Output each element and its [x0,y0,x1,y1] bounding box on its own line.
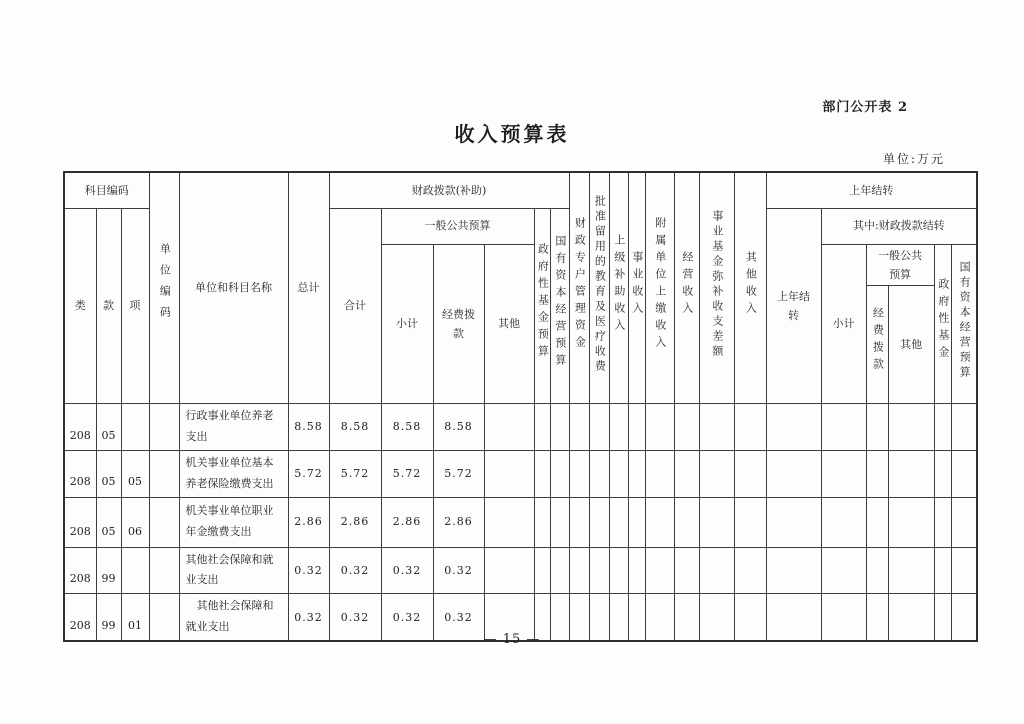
other-income-cell [734,547,766,594]
table-row [64,450,977,497]
name-cell: 其他社会保障和就业支出 [179,547,288,594]
carryover-funding-cell [866,497,888,547]
prior-year-carryover-cell [766,547,821,594]
gpb-funding-cell: 0.32 [433,594,484,641]
fiscal-total-cell: 0.32 [329,594,381,641]
gpb-funding-label: 经费拨款 [442,307,475,340]
name-cell: 其他社会保障和就业支出 [179,594,288,641]
header-govt-fund-budget [534,208,550,404]
other-income-label: 其他收入 [744,250,758,319]
approved-fees-cell [589,404,609,451]
other-income-cell [734,497,766,547]
header-subject-code-group: 科目编码 [64,172,149,208]
header-fiscal-carryover-group: 其中:财政拨款结转 [821,208,977,244]
table-row [64,547,977,594]
superior-subsidy-cell [609,404,628,451]
carryover-govt-fund-label: 政府性基金 [936,278,950,364]
header-carryover-gpb-group [866,244,934,286]
fiscal-total-cell: 8.58 [329,404,381,451]
special-account-cell [569,450,589,497]
code-item-cell: 01 [121,594,149,641]
name-cell: 行政事业单位养老支出 [179,404,288,451]
affiliated-income-cell [645,450,674,497]
name-cell: 机关事业单位职业年金缴费支出 [179,497,288,547]
superior-subsidy-cell [609,497,628,547]
fund-balance-cell [699,404,734,451]
header-carryover-state-capital [951,244,977,404]
carryover-state-capital-label: 国有资本经营预算 [958,260,972,381]
code-section-cell: 05 [96,450,121,497]
business-income-cell [628,404,645,451]
unit-code-cell [149,547,179,594]
state-capital-budget-cell [550,547,569,594]
header-grand-total: 总计 [288,172,329,404]
header-carryover-group: 上年结转 [766,172,977,208]
govt-fund-budget-cell [534,404,550,451]
other-income-cell [734,450,766,497]
header-affiliated-income [645,172,674,404]
header-superior-subsidy [609,172,628,404]
operating-income-cell [674,450,699,497]
carryover-funding-cell [866,450,888,497]
gpb-other-cell [484,497,534,547]
govt-fund-budget-label: 政府性基金预算 [536,243,550,363]
header-gpb-funding [433,244,484,404]
affiliated-income-label: 附属单位上缴收入 [653,216,667,353]
carryover-funding-cell [866,547,888,594]
superior-subsidy-label: 上级补助收入 [612,233,626,336]
carryover-gpb-label: 一般公共预算 [878,248,923,281]
grand-total-cell: 0.32 [288,594,329,641]
unit-code-cell [149,450,179,497]
code-section-cell: 05 [96,497,121,547]
header-fiscal-total: 合计 [329,208,381,404]
gpb-funding-cell: 8.58 [433,404,484,451]
carryover-govt-fund-cell [934,450,951,497]
carryover-other-cell [888,404,934,451]
header-carryover-govt-fund [934,244,951,404]
header-unit-subject-name: 单位和科目名称 [179,172,288,404]
grand-total-cell: 2.86 [288,497,329,547]
header-gpb-subtotal: 小计 [381,244,433,404]
code-section-cell: 99 [96,547,121,594]
carryover-govt-fund-cell [934,497,951,547]
state-capital-budget-cell [550,450,569,497]
gpb-subtotal-cell: 8.58 [381,404,433,451]
carryover-subtotal-cell [821,404,866,451]
operating-income-cell [674,547,699,594]
carryover-state-capital-cell [951,404,977,451]
table-header [64,172,977,404]
gpb-funding-cell: 0.32 [433,547,484,594]
prior-year-carryover-label: 上年结转 [777,289,811,322]
govt-fund-budget-cell [534,497,550,547]
business-income-label: 事业收入 [630,250,644,319]
header-business-income [628,172,645,404]
prior-year-carryover-cell [766,450,821,497]
affiliated-income-cell [645,404,674,451]
carryover-subtotal-cell [821,547,866,594]
gpb-other-cell [484,547,534,594]
approved-fees-cell [589,547,609,594]
fund-balance-label: 事业基金弥补收支差额 [710,209,724,360]
affiliated-income-cell [645,547,674,594]
gpb-funding-cell: 5.72 [433,450,484,497]
special-account-cell [569,547,589,594]
prior-year-carryover-cell [766,497,821,547]
carryover-gpb-funding-label: 经费拨款 [871,307,885,376]
header-prior-year-carryover [766,208,821,404]
special-account-cell [569,404,589,451]
fiscal-total-cell: 2.86 [329,497,381,547]
business-income-cell [628,497,645,547]
carryover-funding-cell [866,404,888,451]
fund-balance-cell [699,547,734,594]
fiscal-total-cell: 0.32 [329,547,381,594]
header-unit-code [149,172,179,404]
carryover-other-cell [888,450,934,497]
approved-fees-cell [589,450,609,497]
govt-fund-budget-cell [534,450,550,497]
header-approved-fees [589,172,609,404]
carryover-subtotal-cell [821,497,866,547]
fiscal-total-cell: 5.72 [329,450,381,497]
state-capital-budget-cell [550,404,569,451]
operating-income-cell [674,497,699,547]
unit-code-cell [149,404,179,451]
page-number: — 15 — [483,632,541,647]
code-item-cell [121,404,149,451]
header-fund-balance [699,172,734,404]
header-other-income [734,172,766,404]
carryover-other-cell [888,547,934,594]
carryover-other-cell [888,497,934,547]
header-carryover-gpb-other: 其他 [888,286,934,404]
page-title: 收入预算表 [454,122,570,146]
gpb-subtotal-cell: 0.32 [381,547,433,594]
carryover-state-capital-cell [951,547,977,594]
business-income-cell [628,547,645,594]
header-code-class: 类 [64,208,96,404]
table-row [64,404,977,451]
carryover-govt-fund-cell [934,547,951,594]
gpb-subtotal-cell: 2.86 [381,497,433,547]
prior-year-carryover-cell [766,404,821,451]
business-income-cell [628,450,645,497]
header-row-1 [64,172,977,208]
header-fiscal-appropriation-group: 财政拨款(补助) [329,172,569,208]
gpb-other-cell [484,404,534,451]
unit-code-cell [149,497,179,547]
income-budget-table [63,171,978,642]
header-operating-income [674,172,699,404]
operating-income-label: 经营收入 [680,250,694,319]
code-class-cell: 208 [64,404,96,451]
grand-total-cell: 8.58 [288,404,329,451]
grand-total-cell: 5.72 [288,450,329,497]
fund-balance-cell [699,497,734,547]
header-special-account [569,172,589,404]
gpb-subtotal-cell: 0.32 [381,594,433,641]
code-item-cell: 06 [121,497,149,547]
header-carryover-subtotal: 小计 [821,244,866,404]
gpb-funding-cell: 2.86 [433,497,484,547]
superior-subsidy-cell [609,547,628,594]
header-gpb-other: 其他 [484,244,534,404]
table-body [64,404,977,642]
header-code-section: 款 [96,208,121,404]
carryover-govt-fund-cell [934,404,951,451]
code-section-cell: 99 [96,594,121,641]
approved-fees-cell [589,497,609,547]
code-item-cell: 05 [121,450,149,497]
carryover-state-capital-cell [951,450,977,497]
govt-fund-budget-cell [534,547,550,594]
carryover-subtotal-cell [821,450,866,497]
header-code-item: 项 [121,208,149,404]
unit-note: 单位:万元 [882,152,945,166]
code-class-cell: 208 [64,547,96,594]
name-cell: 机关事业单位基本养老保险缴费支出 [179,450,288,497]
carryover-state-capital-cell [951,497,977,547]
special-account-label: 财政专户管理资金 [573,216,587,353]
code-class-cell: 208 [64,497,96,547]
approved-fees-label: 批准留用的教育及医疗收费 [593,194,607,375]
grand-total-cell: 0.32 [288,547,329,594]
code-class-cell: 208 [64,450,96,497]
code-class-cell: 208 [64,594,96,641]
code-section-cell: 05 [96,404,121,451]
operating-income-cell [674,404,699,451]
gpb-subtotal-cell: 5.72 [381,450,433,497]
affiliated-income-cell [645,497,674,547]
other-income-cell [734,404,766,451]
state-capital-budget-label: 国有资本经营预算 [553,234,567,371]
header-state-capital-budget [550,208,569,404]
unit-code-label: 单位编码 [158,242,172,327]
fund-balance-cell [699,450,734,497]
header-gpb-group: 一般公共预算 [381,208,534,244]
gpb-other-cell [484,450,534,497]
special-account-cell [569,497,589,547]
superior-subsidy-cell [609,450,628,497]
state-capital-budget-cell [550,497,569,547]
code-item-cell [121,547,149,594]
table-row [64,497,977,547]
doc-table-label: 部门公开表 2 [822,100,908,115]
header-carryover-gpb-funding [866,286,888,404]
